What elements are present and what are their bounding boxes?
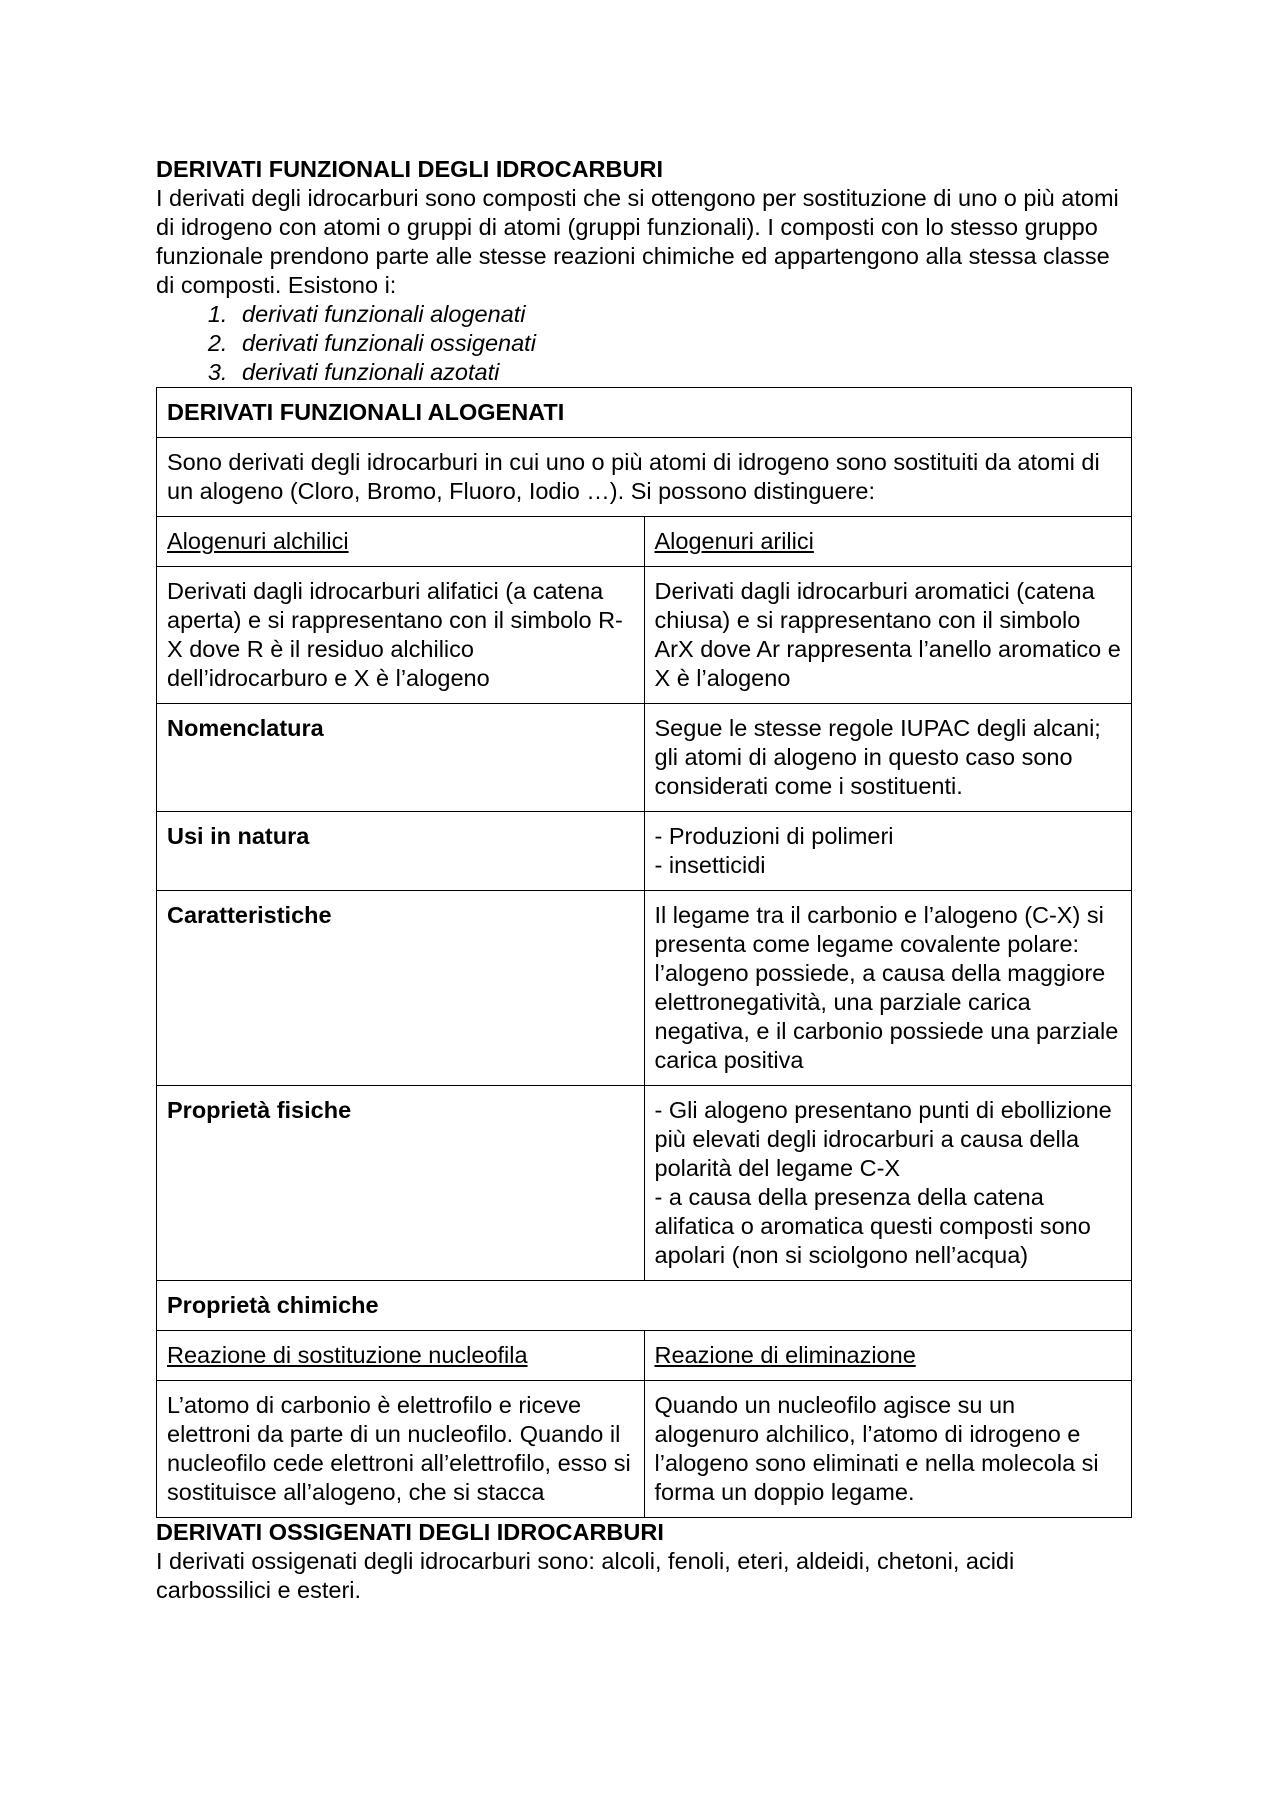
oxygenated-paragraph: I derivati ossigenati degli idrocarburi sono: alcoli, fenoli, eteri, aldeidi, chetoni, acidi carbossilici e esteri.: [156, 1548, 1015, 1603]
section-title: DERIVATI FUNZIONALI DEGLI IDROCARBURI: [156, 156, 663, 182]
column-alkyl-halides: Alogenuri alchilici: [157, 517, 645, 567]
list-item: 3. derivati funzionali azotati: [234, 358, 1132, 387]
row-label: Nomenclatura: [157, 704, 645, 812]
table-description: Sono derivati degli idrocarburi in cui uno o più atomi di idrogeno sono sostituiti da atomi di un alogeno (Cloro, Bromo, Fluoro, Iodio …). Si possono distinguere:: [157, 438, 1132, 517]
document-page: [156, 155, 1132, 1605]
table-row: [157, 704, 1132, 812]
definition-aryl: Derivati dagli idrocarburi aromatici (catena chiusa) e si rappresentano con il simbolo ArX dove Ar rappresenta l’anello aromatico e X è l’alogeno: [644, 567, 1132, 704]
list-item: 2. derivati funzionali ossigenati: [234, 329, 1132, 358]
halogen-derivatives-table: [156, 387, 1132, 1518]
row-text: - Produzioni di polimeri - insetticidi: [644, 812, 1132, 891]
definition-alkyl: Derivati dagli idrocarburi alifatici (a catena aperta) e si rappresentano con il simbolo R-X dove R è il residuo alchilico dell’idrocarburo e X è l’alogeno: [157, 567, 645, 704]
column-aryl-halides: Alogenuri arilici: [644, 517, 1132, 567]
table-row: [157, 1086, 1132, 1281]
reaction-elimination-text: Quando un nucleofilo agisce su un alogenuro alchilico, l’atomo di idrogeno e l’alogeno sono eliminati e nella molecola si forma un doppio legame.: [644, 1381, 1132, 1518]
row-label: Usi in natura: [157, 812, 645, 891]
table-row: [157, 891, 1132, 1086]
reaction-substitution-text: L’atomo di carbonio è elettrofilo e riceve elettroni da parte di un nucleofilo. Quando il nucleofilo cede elettroni all’elettrofilo, esso si sostituisce all’alogeno, che si stacca: [157, 1381, 645, 1518]
list-item: 1. derivati funzionali alogenati: [234, 300, 1132, 329]
derivatives-list: [156, 300, 1132, 387]
row-text: Segue le stesse regole IUPAC degli alcani; gli atomi di alogeno in questo caso sono considerati come i sostituenti.: [644, 704, 1132, 812]
row-label: Caratteristiche: [157, 891, 645, 1086]
row-text: - Gli alogeno presentano punti di ebollizione più elevati degli idrocarburi a causa della polarità del legame C-X - a causa della presenza della catena alifatica o aromatica questi composti sono apolari (non si sciolgono nell’acqua): [644, 1086, 1132, 1281]
row-text: Il legame tra il carbonio e l’alogeno (C-X) si presenta come legame covalente polare: l’alogeno possiede, a causa della maggiore elettronegatività, una parziale carica negativa, e il carbonio possiede una parziale carica positiva: [644, 891, 1132, 1086]
oxygenated-section-title: DERIVATI OSSIGENATI DEGLI IDROCARBURI: [156, 1519, 664, 1545]
chemical-properties-header: Proprietà chimiche: [157, 1281, 1132, 1331]
table-row: [157, 812, 1132, 891]
intro-paragraph: I derivati degli idrocarburi sono composti che si ottengono per sostituzione di uno o più atomi di idrogeno con atomi o gruppi di atomi (gruppi funzionali). I composti con lo stesso gruppo funzionale prendono parte alle stesse reazioni chimiche ed appartengono alla stessa classe di composti. Esistono i:: [156, 185, 1119, 298]
row-label: Proprietà fisiche: [157, 1086, 645, 1281]
reaction-substitution-title: Reazione di sostituzione nucleofila: [157, 1331, 645, 1381]
reaction-elimination-title: Reazione di eliminazione: [644, 1331, 1132, 1381]
table-header: DERIVATI FUNZIONALI ALOGENATI: [157, 388, 1132, 438]
